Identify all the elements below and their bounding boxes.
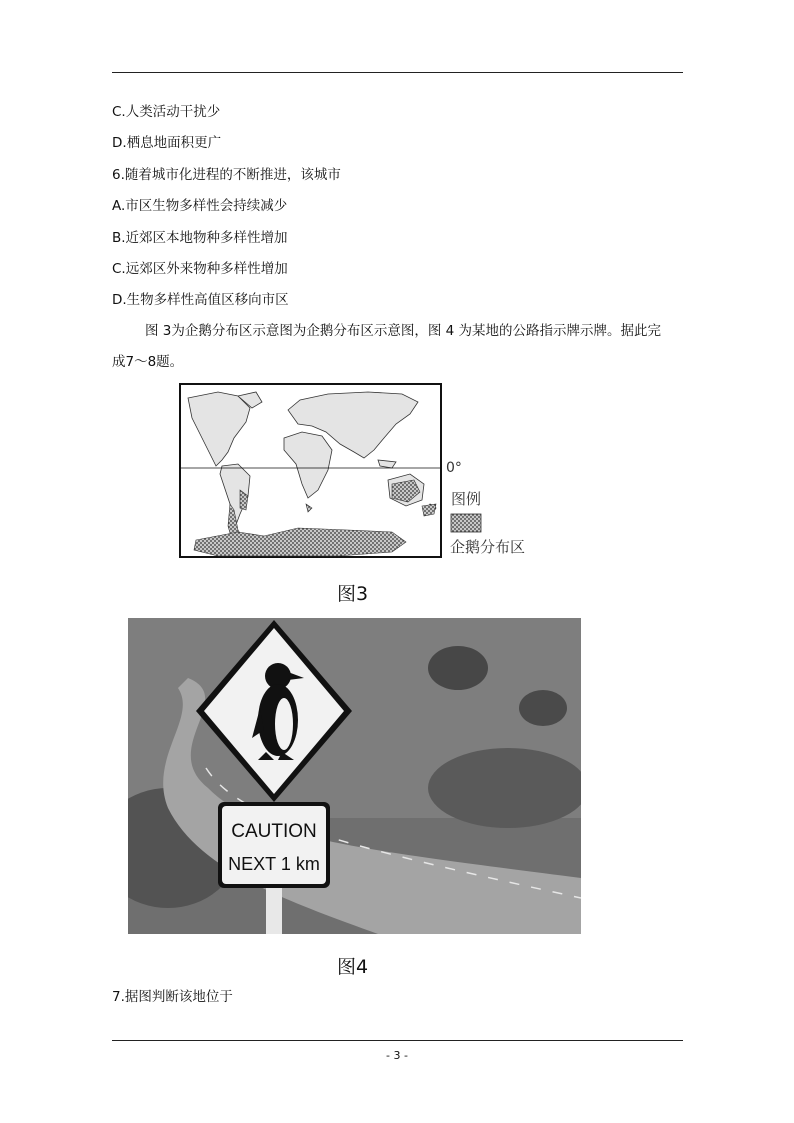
dark-bush (519, 690, 567, 726)
option-d-text: D.栖息地面积更广 (112, 135, 222, 151)
question-6-option-d: D.生物多样性高值区移向市区 (112, 292, 289, 308)
question-7-text: 7.据图判断该地位于 (112, 989, 233, 1005)
intro-text-line-1: 图 3为企鹅分布区示意图为企鹅分布区示意图，图 4 为某地的公路指示牌示牌。据此完 (145, 323, 662, 339)
shrub-cluster (428, 748, 581, 828)
question-6-option-c: C.远郊区外来物种多样性增加 (112, 261, 288, 277)
question-6-option-a: A.市区生物多样性会持续减少 (112, 198, 288, 214)
option-c-text: C.人类活动干扰少 (112, 104, 221, 120)
caution-sign-text: CAUTION (231, 821, 317, 842)
page-number: - 3 - (386, 1049, 408, 1062)
legend-item-label: 企鹅分布区 (450, 538, 526, 556)
header-rule (112, 72, 683, 73)
figure-3-caption: 图3 (337, 583, 369, 605)
legend-title: 图例 (451, 490, 482, 508)
question-6-text: 6.随着城市化进程的不断推进，该城市 (112, 167, 341, 183)
figure-4-caption: 图4 (337, 956, 369, 978)
sign-post (266, 886, 282, 934)
distance-sign-text: NEXT 1 km (228, 854, 320, 874)
footer-rule (112, 1040, 683, 1041)
legend-swatch (451, 514, 481, 532)
equator-label: 0° (446, 460, 462, 476)
dark-bush (428, 646, 488, 690)
intro-text-line-2: 成7～8题。 (112, 354, 184, 370)
penguin-belly (275, 698, 293, 750)
penguin-distribution-map (178, 380, 558, 562)
question-6-option-b: B.近郊区本地物种多样性增加 (112, 230, 288, 246)
penguin-road-sign-photo (128, 618, 581, 934)
